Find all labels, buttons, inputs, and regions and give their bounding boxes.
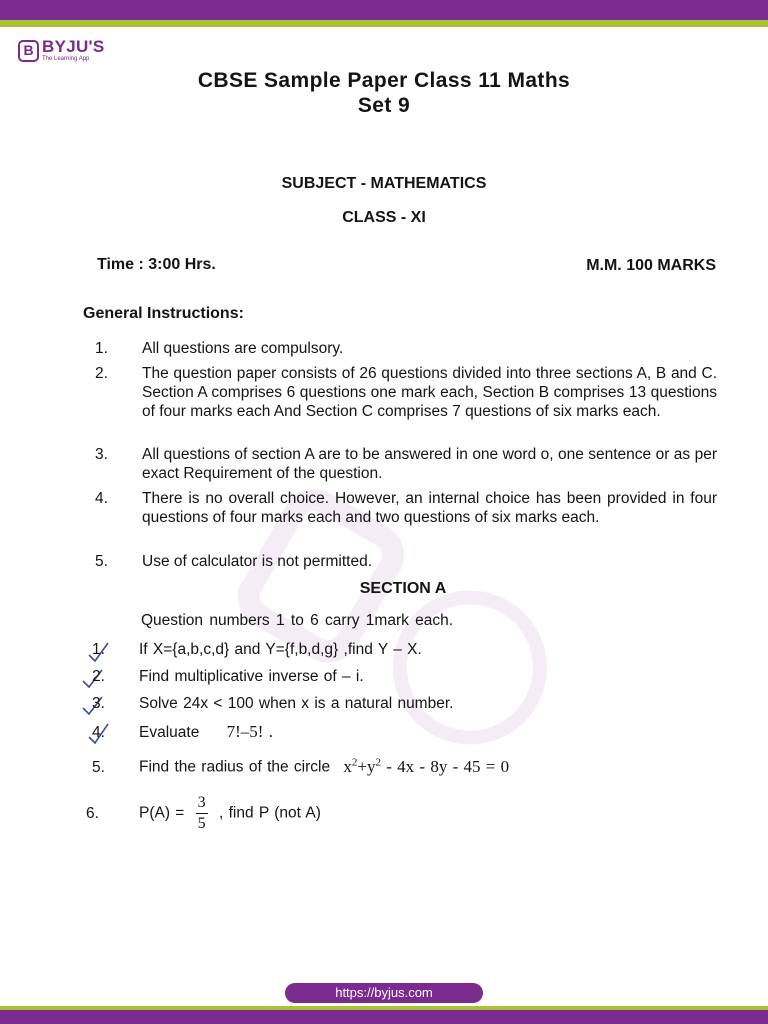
question-number: 5. [92, 758, 105, 776]
question-item [92, 722, 273, 742]
section-a-intro: Question numbers 1 to 6 carry 1mark each. [141, 612, 454, 629]
question-number: 6. [86, 804, 99, 822]
instruction-item [95, 552, 717, 571]
instruction-item [95, 339, 717, 358]
question-item [86, 794, 321, 833]
instruction-item [95, 445, 717, 483]
fraction [196, 794, 208, 833]
question-number: 1. [92, 641, 105, 658]
instruction-number: 2. [95, 365, 108, 382]
question-text-continued: , find P (not A) [218, 804, 321, 822]
question-number: 3. [92, 695, 105, 712]
footer-url-link[interactable]: https://byjus.com [285, 983, 483, 1003]
instruction-number: 4. [95, 490, 108, 507]
instruction-number: 5. [95, 553, 108, 570]
instruction-number: 1. [95, 340, 108, 357]
byjus-logo [18, 38, 105, 63]
question-item [92, 756, 509, 777]
class-line: CLASS - XI [342, 209, 426, 226]
max-marks: M.M. 100 MARKS [586, 257, 716, 274]
subject-line: SUBJECT - MATHEMATICS [281, 175, 487, 192]
brand-name: BYJU'S [42, 37, 105, 56]
instruction-text: All questions of section A are to be answered in one word o, one sentence or as per exact Requirement of the question. [142, 446, 717, 482]
instruction-text: There is no overall choice. However, an internal choice has been provided in four questions of four marks each and two questions of six marks each. [142, 490, 717, 526]
page-title: CBSE Sample Paper Class 11 Maths [197, 69, 571, 92]
question-number: 2. [92, 668, 105, 685]
question-text: P(A) = [139, 804, 185, 822]
brand-tagline: The Learning App [42, 56, 90, 62]
instruction-text: All questions are compulsory. [142, 340, 344, 357]
instructions-heading: General Instructions: [83, 305, 244, 322]
question-number: 4. [92, 724, 105, 741]
question-item [92, 668, 364, 686]
fraction-denominator: 5 [197, 815, 206, 832]
instruction-item [95, 364, 717, 421]
section-a-heading: SECTION A [359, 580, 447, 597]
instruction-number: 3. [95, 446, 108, 463]
instruction-item [95, 489, 717, 527]
question-expression: $x^2+y^2 - 4x - 8y - 45 = 0$ [343, 756, 510, 776]
question-text: Evaluate [139, 724, 200, 741]
bottom-brand-bar [0, 1010, 768, 1024]
top-brand-bar [0, 0, 768, 20]
question-item [92, 641, 422, 659]
top-accent-stripe [0, 20, 768, 27]
question-item [92, 695, 453, 713]
time-allowed: Time : 3:00 Hrs. [97, 256, 216, 273]
question-text: If X={a,b,c,d} and Y={f,b,d,g} ,find Y – X. [139, 641, 422, 658]
question-text: Find multiplicative inverse of – i. [139, 668, 364, 685]
question-text: Find the radius of the circle [139, 758, 331, 776]
byjus-logo-icon: B [18, 40, 39, 62]
question-text: Solve 24x < 100 when x is a natural number. [139, 695, 454, 712]
fraction-numerator: 3 [197, 794, 206, 811]
instruction-text: Use of calculator is not permitted. [142, 553, 373, 570]
instruction-text: The question paper consists of 26 questions divided into three sections A, B and C. Section A comprises 6 questions one mark each, Section B comprises 13 questions of four marks each And Section C comprises 7 questions of six marks each. [142, 365, 717, 420]
page-subtitle: Set 9 [357, 94, 411, 117]
question-expression: 7!–5! . [226, 722, 273, 741]
